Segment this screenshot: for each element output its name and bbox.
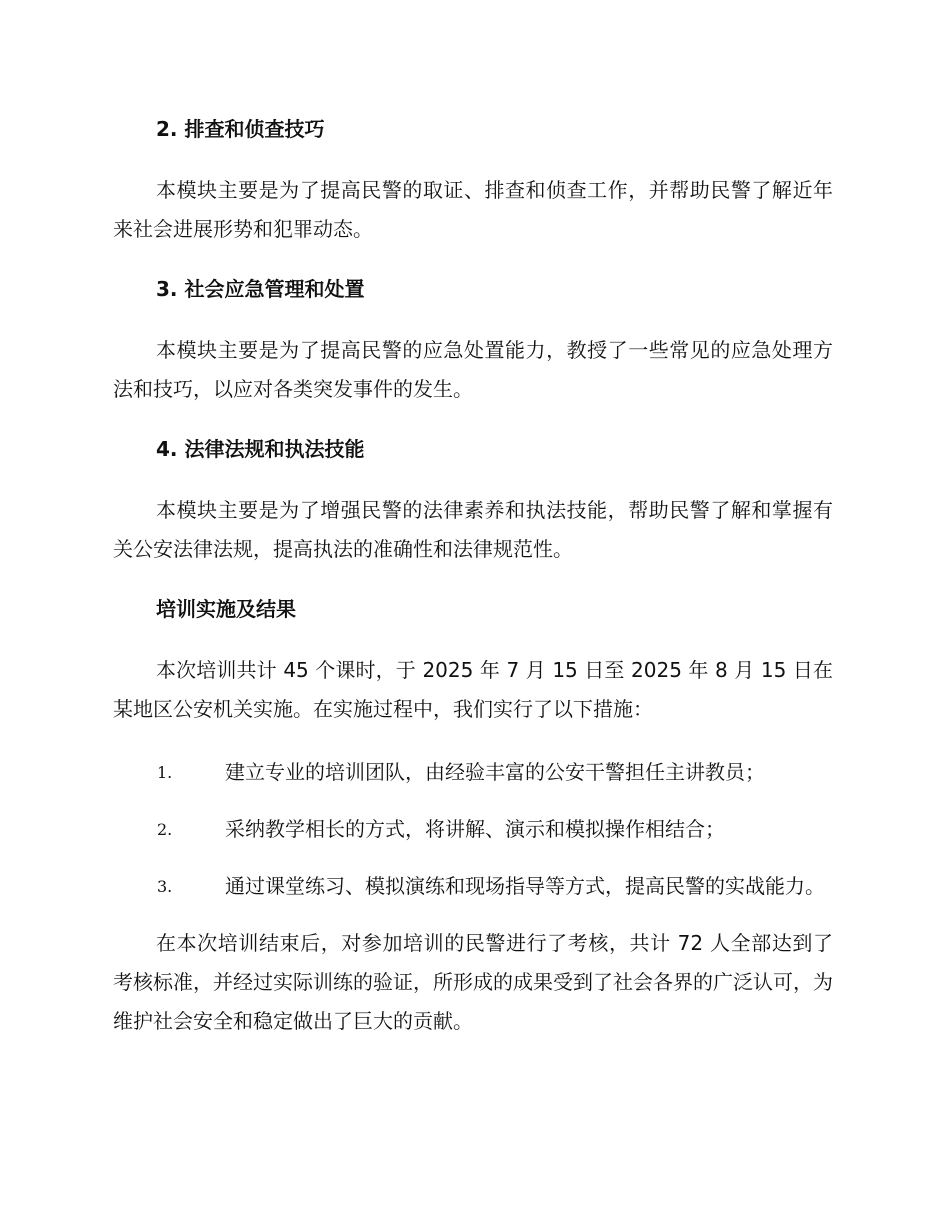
result-paragraph: 在本次培训结束后，对参加培训的民警进行了考核，共计 72 人全部达到了考核标准，并经过实际训练的验证，所形成的成果受到了社会各界的广泛认可，为维护社会安全和稳定做出了巨大的贡献。 — [113, 931, 833, 1033]
measure-text: 采纳教学相长的方式，将讲解、演示和模拟操作相结合； — [225, 817, 725, 841]
document-body — [113, 113, 833, 1065]
section-heading: 3. 社会应急管理和处置 — [156, 277, 365, 301]
measure-text: 建立专业的培训团队，由经验丰富的公安干警担任主讲教员； — [225, 760, 765, 784]
measure-text: 通过课堂练习、模拟演练和现场指导等方式，提高民警的实战能力。 — [225, 874, 825, 898]
implementation-intro: 本次培训共计 45 个课时，于 2025 年 7 月 15 日至 2025 年 8 月 15 日在某地区公安机关实施。在实施过程中，我们实行了以下措施： — [113, 658, 833, 721]
measure-item — [113, 810, 833, 849]
measure-number: 1. — [157, 763, 173, 782]
section-paragraph: 本模块主要是为了提高民警的取证、排查和侦查工作，并帮助民警了解近年来社会进展形势和犯罪动态。 — [113, 178, 833, 241]
measure-item — [113, 867, 833, 906]
implementation-heading: 培训实施及结果 — [156, 597, 296, 621]
section-paragraph: 本模块主要是为了提高民警的应急处置能力，教授了一些常见的应急处理方法和技巧，以应对各类突发事件的发生。 — [113, 338, 833, 401]
measure-number: 2. — [157, 820, 173, 839]
section-heading: 4. 法律法规和执法技能 — [156, 437, 365, 461]
measure-number: 3. — [157, 877, 173, 896]
measure-item — [113, 753, 833, 792]
section-paragraph: 本模块主要是为了增强民警的法律素养和执法技能，帮助民警了解和掌握有关公安法律法规，提高执法的准确性和法律规范性。 — [113, 498, 833, 561]
section-heading: 2. 排查和侦查技巧 — [156, 117, 325, 141]
